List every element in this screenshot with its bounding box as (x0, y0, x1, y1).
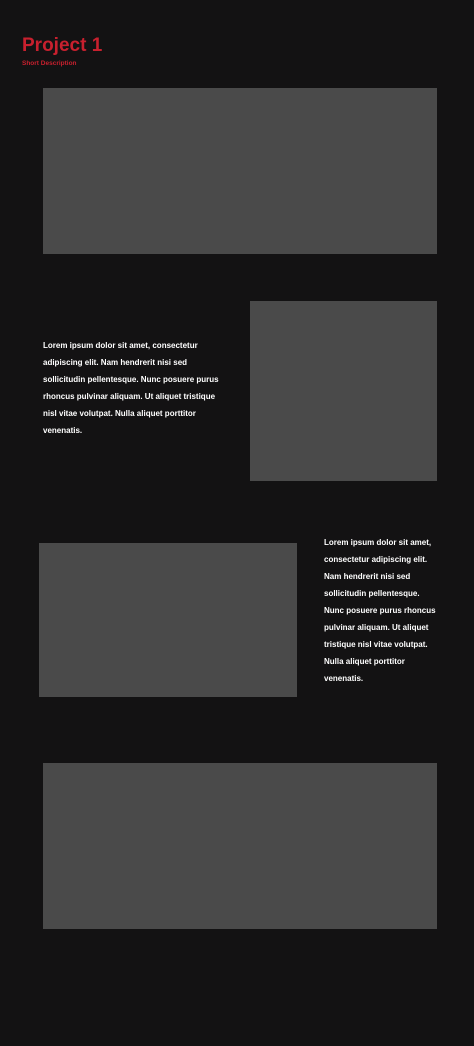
image-placeholder-3 (39, 543, 297, 697)
image-placeholder-4 (43, 763, 437, 929)
section-text-1: Lorem ipsum dolor sit amet, consectetur adipiscing elit. Nam hendrerit nisi sed sollicitudin pellentesque. Nunc posuere purus rhoncus pulvinar aliquam. Ut aliquet tristique nisl vitae volutpat. Nulla aliquet porttitor venenatis. (43, 341, 219, 435)
image-placeholder-1 (43, 88, 437, 254)
image-placeholder-2 (250, 301, 437, 481)
page-subtitle: Short Description (22, 60, 77, 67)
page-title: Project 1 (22, 35, 103, 56)
section-text-2: Lorem ipsum dolor sit amet, consectetur adipiscing elit. Nam hendrerit nisi sed sollicitudin pellentesque. Nunc posuere purus rhoncus pulvinar aliquam. Ut aliquet tristique nisl vitae volutpat. Nulla aliquet porttitor venenatis. (324, 538, 436, 683)
